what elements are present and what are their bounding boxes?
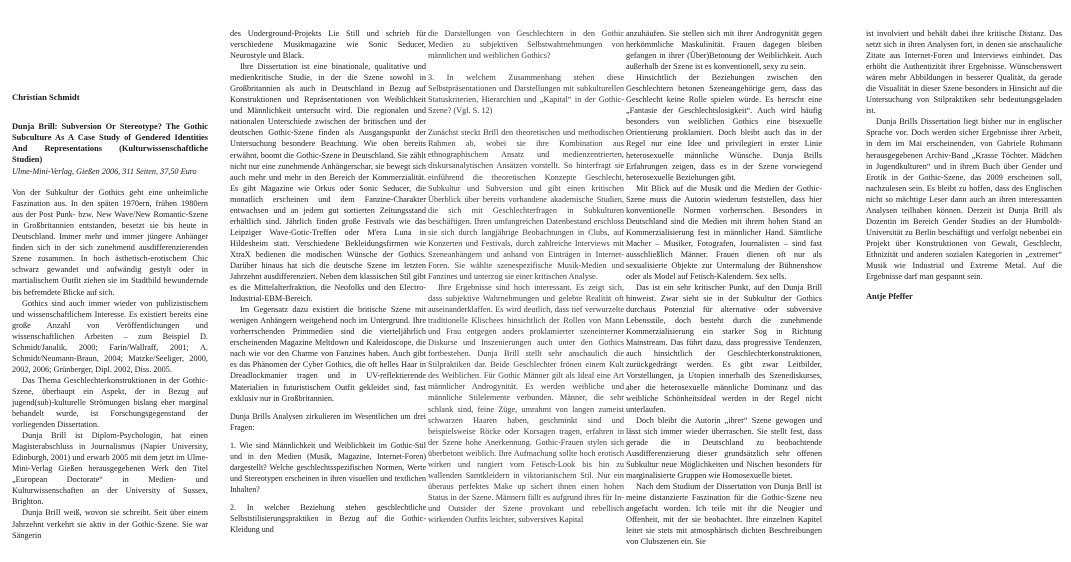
paragraph: Dunja Brills Dissertation liegt bisher nur in englischer Sprache vor. Doch werden sicher Ergebnisse ihrer Arbeit, in dem im Mai erscheinenden, von Gabriele Rohmann herausgegebenen Archiv-Band „Krasse Töchter. Mädchen in Jugendkulturen“ und in ihrem Buch über Gender und Erotik in der Gothic-Szene, das 2009 erscheinen soll, nachzulesen sein. Es bleibt zu hoffen, dass des Englischen nicht so mächtige Leser dann auch an ihren interessanten Analysen teilhaben können. Derzeit ist Dunja Brill als Dozentin im Bereich Gender Studies an der Humboldt-Universität zu Berlin beschäftigt und verfolgt nebenbei ein Projekt über Konstruktionen von Gewalt, Geschlecht, Ethnizität und anderen sozialen Kategorien in „extremer“ Musik wie Industrial und Extreme Metal. Auf die Ergebnisse darf man gespannt sein. xyxy=(866,117,1062,282)
paragraph: Hinsichtlich der Beziehungen zwischen den Geschlechtern betonen Szeneangehörige gern, dass das Geschlecht keine Rolle spielen würde. Es herrscht eine „Fantasie der Geschlechtslosigkeit“. Auch wird häufig besonders von weiblichen Gothics eine bisexuelle Orientierung proklamiert. Doch bleibt auch das in der Regel nur eine Idee und privilegiert in erster Linie heterosexuelle männliche Wünsche. Dunja Brills Erfahrungen zeigen, dass es in der Szene vorwiegend heterosexuelle Beziehungen gibt. xyxy=(626,73,822,182)
column-5 xyxy=(866,28,1062,302)
paragraph: Im Gegensatz dazu existiert die britische Szene mit wenigen Anhängern weitgehend noch im Untergrund. Ihre vorherrschenden Printmedien sind die vierteljährlich erscheinenden Magazine Meltdown und Kaleidoscope, die nach wie vor den Charme von Fanzines haben. Auch gibt es das Phänomen der Cyber Gothics, die oft helles Haar in Dreadlockmanier tragen und in UV-reflektierende Materialien in futuristischem Outfit gekleidet sind, fast exklusiv nur in Großbritannien. xyxy=(230,305,426,403)
paragraph: Gothics sind auch immer wieder von publizistischem und wissenschaftlichem Interesse. Es existiert bereits eine große Anzahl von Veröffentlichungen und wissenschaftlichen Arbeiten – zum Beispiel D. Schmidt/Janalik, 2000; Farin/Wallraff, 2001; A. Schmidt/Neumann-Braun, 2004; Matzke/Seeliger, 2000, 2002, 2006; Grünberger, Dipl. 2002, Diss. 2005. xyxy=(12,298,208,374)
paragraph: Doch bleibt die Autorin „ihrer“ Szene gewogen und lässt sich immer wieder überraschen. Sie stellt fest, dass gerade die in Deutschland zu beobachtende Ausdifferenzierung dieser grundsätzlich sehr offenen Subkultur neue Möglichkeiten und Nischen besonders für marginalisierte Gruppen wie Homosexuelle bietet. xyxy=(626,415,822,480)
paragraph: anzuhäufen. Sie stellen sich mit ihrer Androgynität gegen herkömmliche Maskulinität. Frauen dagegen bleiben gefangen in ihrer (Über)Betonung der Weiblichkeit. Auch außerhalb der Szene ist es konventionell, sexy zu sein. xyxy=(626,29,822,72)
question-2: 2. In welcher Beziehung stehen geschlechtliche Selbststilisierungspraktiken in Bezug auf die Gothic-Kleidung und xyxy=(230,502,426,535)
paragraph: Nach dem Studium der Dissertation von Dunja Brill ist meine distanzierte Faszination für die Gothic-Szene neu angefacht worden. Ich teile mit ihr die Neugier und Offenheit, mit der sie beobachtet. Ihre einzelnen Kapitel leitet sie stets mit atmosphärisch dichten Beschreibungen von Clubszenen ein. Sie xyxy=(626,481,822,547)
reviewer-name: Christian Schmidt xyxy=(12,92,80,102)
question-3: 3. In welchem Zusammenhang stehen diese Selbstpräsentationen und Darstellungen mit subkulturellen Statuskriterien, Hierarchien und „Kapital“ in der Gothic-Szene? (Vgl. S. 12) xyxy=(428,73,624,116)
paragraph: ist involviert und behält dabei ihre kritische Distanz. Das setzt sich in ihren Analysen fort, in denen sie anschauliche Zitate aus Internet-Foren und Interviews einbindet. Das erhöht die Authentizität ihrer Ergebnisse. Wünschenswert wären mehr Abbildungen in besserer Qualität, da gerade die Visualität in dieser Szene besonders in Hinsicht auf die Untersuchung von Stilpraktiken sehr bedeutungsgeladen ist. xyxy=(866,29,1062,116)
publisher-line: Ulme-Mini-Verlag, Gießen 2006, 311 Seiten, 37,50 Euro xyxy=(12,167,197,177)
column-3 xyxy=(428,28,624,525)
question-1: 1. Wie sind Männlichkeit und Weiblichkeit im Gothic-Stil und in den Medien (Musik, Magazine, Internet-Foren) dargestellt? Welche geschlechtsspezifischen Normen, Werte und Stereotypen erscheinen in ihren visuellen und textlichen Inhalten? xyxy=(230,440,426,494)
paragraph: Von der Subkultur der Gothics geht eine unheimliche Faszination aus. In den späten 1970ern, frühen 1980ern aus der Post Punk- bzw. New Wave/New Romantic-Szene in Großbritannien entstanden, besetzt sie bis heute in Deutschland. Immer mehr und immer jüngere Anhänger finden sich in der sich zunehmend ausdifferenzierenden Szene zusammen. In hoch ästhetisch-erotischem Chic schwarz gewandet und aufwändig gestylt oder in martialischem Outfit ziehen sie im Stadtbild bewundernde bis befremdete Blicke auf sich. xyxy=(12,188,208,297)
paragraph: Dunja Brill ist Diplom-Psychologin, hat einen Magisterabschluss in Journalismus (Napier University, Edinburgh, 2001) und erwarb 2005 mit dem jetzt im Ulme-Mini-Verlag Gießen herausgegebenen Werk den Titel „European Doctorate“ in Medien- und Kulturwissenschaften an der University of Sussex, Brighton. xyxy=(12,431,208,507)
paragraph: Zunächst steckt Brill den theoretischen und methodischen Rahmen ab, wobei sie ihre Kombination aus ethnographischem Ansatz und medienzentrierten, diskursanalytischen Ansätzen vorstellt. So hinterfragt sie einführend die theoretischen Konzepte Geschlecht, Subkultur und Subversion und gibt einen kritischen Überblick über bereits vorhandene akademische Studien, die sich mit Geschlechterfragen in Subkulturen beschäftigen. Ihren umfangreichen Datenbestand erschloss sie sich durch langjährige Beobachtungen in Clubs, auf Konzerten und Festivals, durch zahlreiche Interviews mit Szeneanhängern und anhand von Einträgen in Internet-Foren. Sie wählte szenespezifische Musik-Medien und Fanzines und unterzog sie einer kritischen Analyse. xyxy=(428,128,624,281)
paragraph: Ihre Dissertation ist eine binationale, qualitative und medienkritische Studie, in der die Szene sowohl in Großbritannien als auch in Deutschland in Bezug auf Konstruktionen und Repräsentationen von Weiblichkeit und Männlichkeit untersucht wird. Die regionalen und nationalen Unterschiede zwischen der britischen und der deutschen Gothic-Szene finden als Ausgangspunkt der Untersuchung besondere Beachtung. Wie oben bereits erwähnt, boomt die Gothic-Szene in Deutschland. Sie zählt nicht nur eine zunehmende Anhängerschar, sie bewegt sich auch mehr und mehr in den Bereich der Kommerzialität. Es gibt Magazine wie Orkus oder Sonic Seducer, die monatlich erscheinen und dem Fanzine-Charakter entwachsen und an jedem gut sortierten Zeitungsstand erhältlich sind. Jährlich finden große Festivals wie das Leipziger Wave-Gotic-Treffen oder M'era Luna in Hildesheim statt. Verschiedene Bekleidungsfirmen wie XtraX bedienen die modischen Wünsche der Gothics. Darüber hinaus hat sich die deutsche Szene im letzten Jahrzehnt ausdifferenziert. Neben dem klassischen Stil gibt es die Mittelalterfraktion, die Neofolks und den Electro-Industrial-EBM-Bereich. xyxy=(230,62,426,304)
paragraph: Das Thema Geschlechterkonstruktionen in der Gothic-Szene, überhaupt ein Aspekt, der in Bezug auf jugend(sub)-kulturelle Strömungen bislang eher marginal behandelt wurde, ist Forschungsgegenstand der vorliegenden Dissertation. xyxy=(12,375,208,430)
paragraph: Dunja Brill weiß, wovon sie schreibt. Seit über einem Jahrzehnt verkehrt sie aktiv in der Gothic-Szene. Sie war Sängerin xyxy=(12,508,208,540)
paragraph: Das ist ein sehr kritischer Punkt, auf den Dunja Brill hinweist. Zwar sieht sie in der Subkultur der Gothics durchaus Potenzial für alternative oder subversive Lebensstile, doch besteht durch die zunehmende Kommerzialisierung ein starker Sog in Richtung Mainstream. Das führt dazu, dass progressive Tendenzen, auch hinsichtlich der Geschlechterkonstruktionen, zurückgedrängt werden. Es gibt zwar Leitbilder, Vorstellungen, ja Utopien innerhalb des Szenediskurses, aber die heterosexuelle männliche Dominanz und das weibliche Schönheitsideal werden in der Regel nicht unterlaufen. xyxy=(626,283,822,414)
column-1 xyxy=(12,92,208,541)
column-2 xyxy=(230,28,426,535)
column-4 xyxy=(626,28,822,547)
paragraph: des Underground-Projekts Lie Still und schrieb für verschiedene Musikmagazine wie Sonic Seducer, Neurostyle und Black. xyxy=(230,29,426,61)
paragraph: die Darstellungen von Geschlechtern in den Gothic Medien zu subjektiven Selbstwahrnehmungen von männlichen und weiblichen Gothics? xyxy=(428,29,624,61)
paragraph: Mit Blick auf die Musik und die Medien der Gothic-Szene muss die Autorin wiederum feststellen, dass hier konventionelle Normen vorherrschen. Besonders in Deutschland sind die Medien mit ihrem hohen Stand an Kommerzialisierung fest in männlicher Hand. Sämtliche Macher – Musiker, Fotografen, Journalisten – sind fast ausschließlich Männer. Frauen dienen oft nur als sexualisierte Objekte zur Untermalung der Bühnenshow oder als Model auf Fetisch-Kalendern. Sex sells. xyxy=(626,183,822,282)
signature: Antje Pfeffer xyxy=(866,292,913,302)
question-intro: Dunja Brills Analysen zirkulieren im Wesentlichen um drei Fragen: xyxy=(230,411,426,432)
reviewed-book-title: Dunja Brill: Subversion Or Stereotype? The Gothic Subculture As A Case Study of Gendered Identities And Representations (Kulturwissenschaftliche Studien) xyxy=(12,122,208,165)
paragraph: Ihre Ergebnisse sind hoch interessant. Es zeigt sich, dass subjektive Wahrnehmungen und gelebte Realität oft auseinanderklaffen. Es wird deutlich, dass tief verwurzelte traditionelle Klischees hinsichtlich der Rollen von Mann und Frau entgegen anders proklamierter szeneinterner Diskurse und Inszenierungen auch unter den Gothics fortbestehen. Dunja Brill stellt sehr anschaulich die Stilpraktiken dar. Beide Geschlechter frönen einem Kult des Weiblichen. Für Gothic Männer gilt als Ideal eine Art männlicher Androgynität. Es werden weibliche und männliche Stilelemente verbunden. Männer, die sehr schlank sind, feine Züge, umrahmt von langen zumeist schwarzen Haaren haben, geschminkt sind und beispielsweise Röcke oder Korsagen tragen, erfahren in der Szene hohe Anerkennung. Gothic-Frauen stylen sich überbetont weiblich. Ihre Aufmachung sollte hoch erotisch wirken und rangiert vom Fetisch-Look bis hin zu wallenden Samtkleidern in viktorianischem Stil. Nur ein überaus perfektes Make up sichert ihnen einen hohen Status in der Szene. Männern fällt es aufgrund ihres für In- und Outsider der Szene provokant und rebellisch wirkenden Outfits leichter, subversives Kapital xyxy=(428,282,624,524)
